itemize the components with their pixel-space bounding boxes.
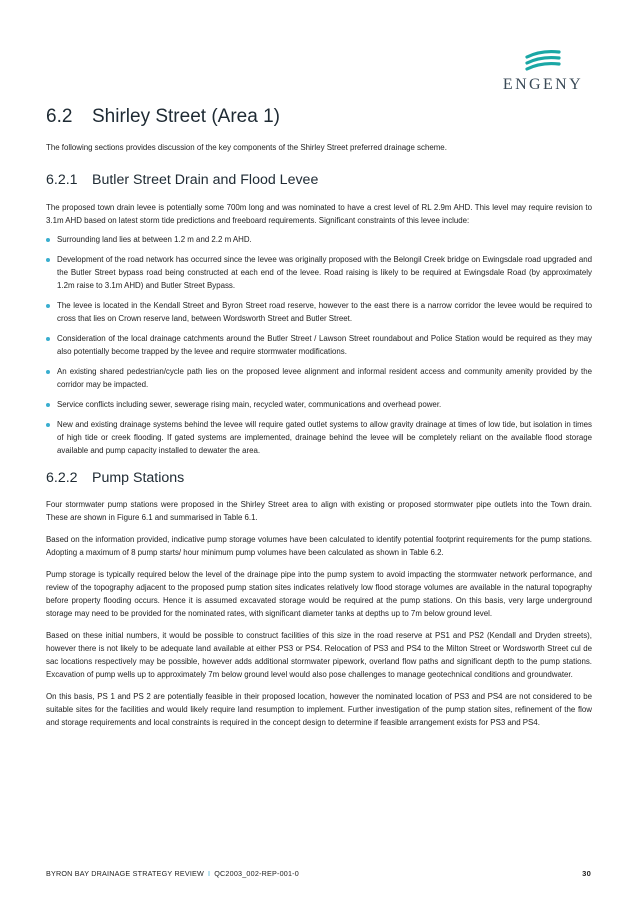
subsection-title: Butler Street Drain and Flood Levee bbox=[92, 172, 319, 188]
footer-doc-info bbox=[46, 869, 299, 878]
section-intro: The following sections provides discussion of the key components of the Shirley Street preferred drainage scheme. bbox=[46, 143, 447, 152]
page-number: 30 bbox=[582, 869, 591, 878]
section-title: Shirley Street (Area 1) bbox=[92, 106, 280, 127]
list-item: An existing shared pedestrian/cycle path lies on the proposed levee alignment and informal resident access and community amenity provided by the corridor may be impacted. bbox=[46, 365, 592, 391]
list-item: Consideration of the local drainage catchments around the Butler Street / Lawson Street roundabout and Police Station would be required as they may also potentially become trapped by the levee and require stormwater modifications. bbox=[46, 332, 592, 358]
paragraph: Based on the information provided, indicative pump storage volumes have been calculated to identify potential footprint requirements for the pump stations. Adopting a maximum of 8 pump starts/ hour minimum pump volumes have been calculated as shown in Table 6.2. bbox=[46, 535, 592, 557]
logo-wordmark: ENGENY bbox=[502, 76, 584, 93]
engeny-logo bbox=[495, 48, 591, 98]
bullet-icon bbox=[46, 370, 50, 374]
list-item: Development of the road network has occurred since the levee was originally proposed with the Belongil Creek bridge on Ewingsdale road upgraded and the Butler Street bypass road being constructed at each end of the levee. Road raising is likely to be required at Ewingsdale Road (by approximately 1.2m raise to 3.1m AHD) and Butler Street Bypass. bbox=[46, 253, 592, 292]
paragraph: Pump storage is typically required below the level of the drainage pipe into the pump system to avoid impacting the stormwater network performance, and review of the topography adjacent to the proposed pump station sites indicates relatively low flood storage volumes are available in the natural topography before property flooding occurs. Hence it is assumed excavated storage would be required at the pump stations. On this basis, very large underground storage may need to be provided for the nominated rates, with significant diameter tanks at depths up to 7m below ground level. bbox=[46, 570, 592, 618]
bullet-icon bbox=[46, 423, 50, 427]
bullet-icon bbox=[46, 304, 50, 308]
footer-doc-number: QC2003_002-REP-001-0 bbox=[214, 869, 299, 878]
subsection-number: 6.2.2 bbox=[46, 470, 78, 486]
paragraph: Four stormwater pump stations were proposed in the Shirley Street area to align with existing or proposed stormwater pipe outlets into the Town drain. These are shown in Figure 6.1 and summarised in Table 6.1. bbox=[46, 500, 592, 522]
bullet-icon bbox=[46, 258, 50, 262]
bullet-icon bbox=[46, 238, 50, 242]
list-item: Service conflicts including sewer, sewerage rising main, recycled water, communications and overhead power. bbox=[46, 398, 592, 411]
page-footer bbox=[46, 869, 591, 878]
subsection-title: Pump Stations bbox=[92, 470, 185, 486]
section-heading bbox=[46, 106, 592, 128]
bullet-icon bbox=[46, 403, 50, 407]
subsection-heading-2 bbox=[46, 470, 592, 486]
constraint-list bbox=[46, 233, 592, 457]
bullet-icon bbox=[46, 337, 50, 341]
list-item: New and existing drainage systems behind the levee will require gated outlet systems to allow gravity drainage at times of low tide, but isolation in times of high tide or creek flooding. If gated systems are implemented, drainage behind the levee will be completely reliant on the available flood storage available and pump capacity installed to dewater the area. bbox=[46, 418, 592, 457]
footer-report-title: BYRON BAY DRAINAGE STRATEGY REVIEW bbox=[46, 869, 205, 878]
engeny-logo-mark bbox=[523, 48, 563, 74]
section-number: 6.2 bbox=[46, 106, 73, 127]
list-item: The levee is located in the Kendall Street and Byron Street road reserve, however to the east there is a narrow corridor the levee would be required to cross that lies on Crown reserve land, between Wordsworth Street and Butler Street. bbox=[46, 299, 592, 325]
page-content bbox=[46, 106, 592, 729]
subsection-heading-1 bbox=[46, 172, 592, 188]
subsection-number: 6.2.1 bbox=[46, 172, 78, 188]
paragraph: Based on these initial numbers, it would be possible to construct facilities of this size in the road reserve at PS1 and PS2 (Kendall and Dryden streets), however there is not likely to be adequate land available at either PS3 or PS4. Relocation of PS3 and PS4 to the Milton Street or Wordsworth Street cul de sac locations respectively may be possible, however adds additional stormwater pipework, overland flow paths and significant depth to the pump stations. Excavation of pump wells up to approximately 7m below ground level would also pose challenges to manage geotechnical conditions and groundwater. bbox=[46, 631, 592, 679]
list-item: Surrounding land lies at between 1.2 m and 2.2 m AHD. bbox=[46, 233, 592, 246]
levee-intro: The proposed town drain levee is potentially some 700m long and was nominated to have a crest level of RL 2.9m AHD. This level may require revision to 3.1m AHD based on latest storm tide predictions and freeboard requirements. Significant constraints of this levee include: bbox=[46, 203, 592, 225]
footer-separator: I bbox=[208, 869, 211, 878]
paragraph: On this basis, PS 1 and PS 2 are potentially feasible in their proposed location, however the nominated location of PS3 and PS4 are not considered to be suitable sites for the facilities and would likely require land resumption to implement. Further investigation of the pump station sites, refinement of the flow and storage requirements and local constraints is required in the concept design to determine if feasible arrangement exists for PS3 and PS4. bbox=[46, 692, 592, 727]
